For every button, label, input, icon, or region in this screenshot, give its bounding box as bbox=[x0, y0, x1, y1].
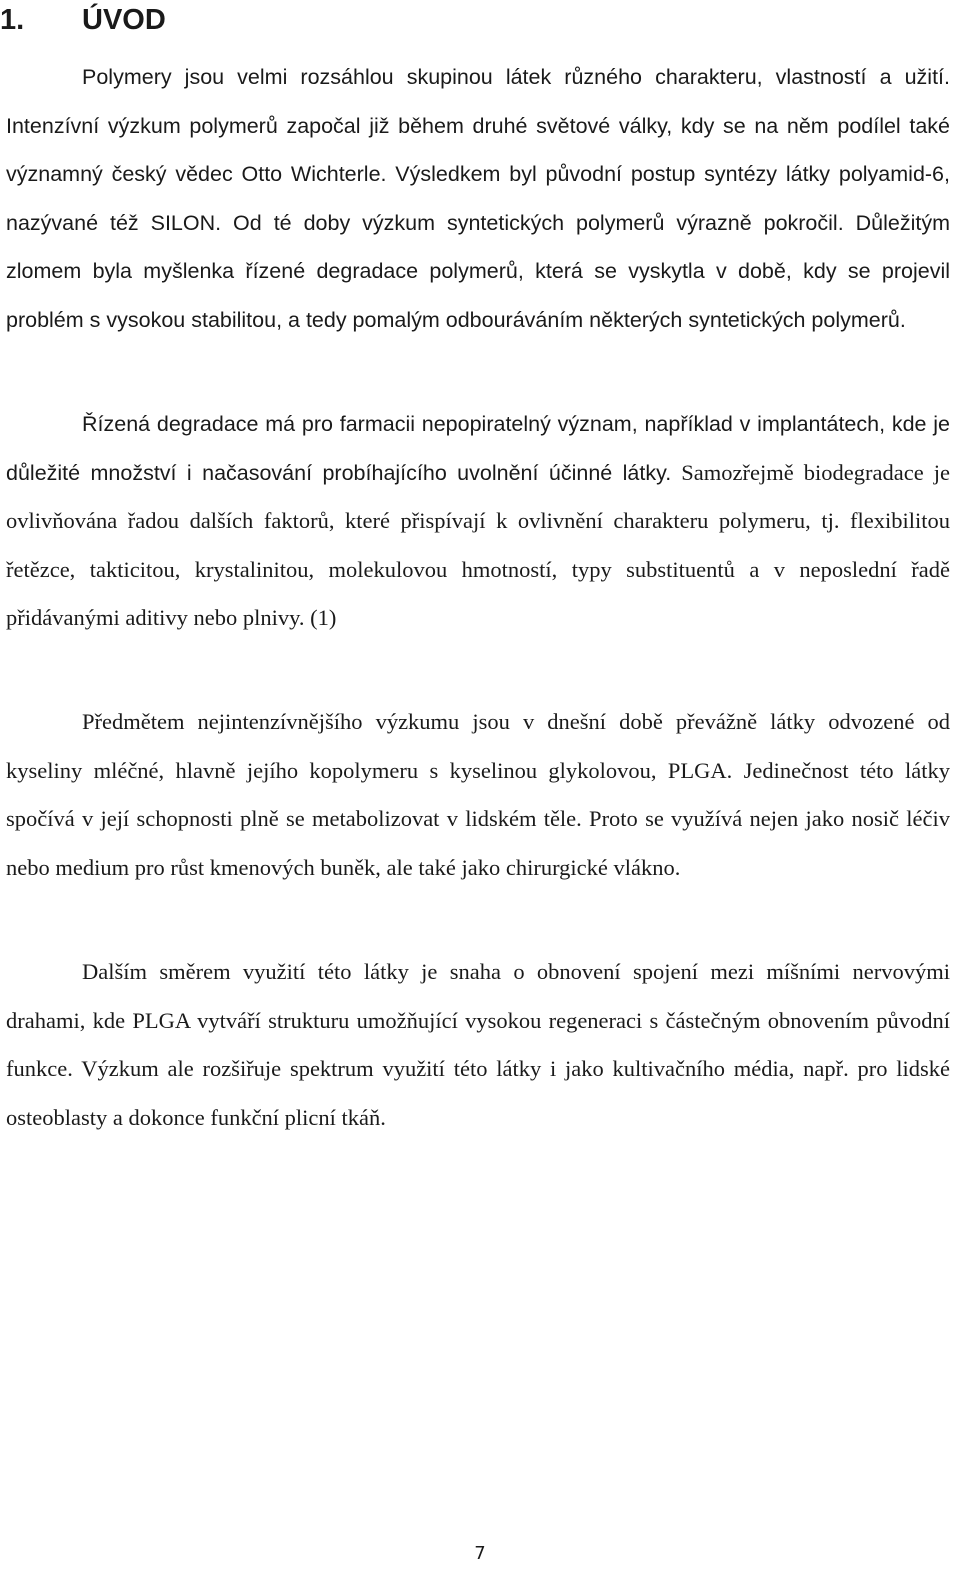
paragraph-plga bbox=[6, 698, 950, 892]
paragraph-text: Dalším směrem využití této látky je snaha o obnovení spojení mezi míšními nervovými drahami, kde PLGA vytváří strukturu umožňující vysokou regeneraci s částečným obnovením původní funkce. Výzkum ale rozšiřuje spektrum využití této látky i jako kultivačního média, např. pro lidské osteoblasty a dokonce funkční plicní tkáň. bbox=[6, 959, 950, 1130]
section-title: ÚVOD bbox=[82, 4, 166, 36]
section-heading bbox=[0, 2, 166, 38]
paragraph-applications bbox=[6, 948, 950, 1142]
paragraph-text: Polymery jsou velmi rozsáhlou skupinou látek různého charakteru, vlastností a užití. Intenzívní výzkum polymerů započal již během druhé světové války, kdy se na něm podílel také významný český vědec Otto Wichterle. Výsledkem byl původní postup syntézy látky polyamid-6, nazývané též SILON. Od té doby výzkum syntetických polymerů výrazně pokročil. Důležitým zlomem byla myšlenka řízené degradace polymerů, která se vyskytla v době, kdy se projevil problém s vysokou stabilitou, a tedy pomalým odbouráváním některých syntetických polymerů. bbox=[6, 65, 950, 332]
paragraph-controlled-degradation bbox=[6, 400, 950, 643]
paragraph-text: Řízená degradace má pro farmacii nepopiratelný význam, například v implantátech, kde je důležité množství i načasování probíhajícího uvolnění účinné látky. bbox=[6, 412, 950, 485]
paragraph-text: Předmětem nejintenzívnějšího výzkumu jsou v dnešní době převážně látky odvozené od kyseliny mléčné, hlavně jejího kopolymeru s kyselinou glykolovou, PLGA. Jedinečnost této látky spočívá v její schopnosti plně se metabolizovat v lidském těle. Proto se využívá nejen jako nosič léčiv nebo medium pro růst kmenových buněk, ale také jako chirurgické vlákno. bbox=[6, 709, 950, 880]
page-number: 7 bbox=[474, 1543, 486, 1564]
section-number: 1. bbox=[0, 4, 25, 36]
paragraph-intro bbox=[6, 53, 950, 345]
paragraph-text: Samozřejmě biodegradace je ovlivňována řadou dalších faktorů, které přispívají k ovlivnění charakteru polymeru, tj. flexibilitou řetězce, takticitou, krystalinitou, molekulovou hmotností, typy substituentů a v neposlední řadě přidávanými aditivy nebo plnivy. (1) bbox=[6, 459, 950, 631]
